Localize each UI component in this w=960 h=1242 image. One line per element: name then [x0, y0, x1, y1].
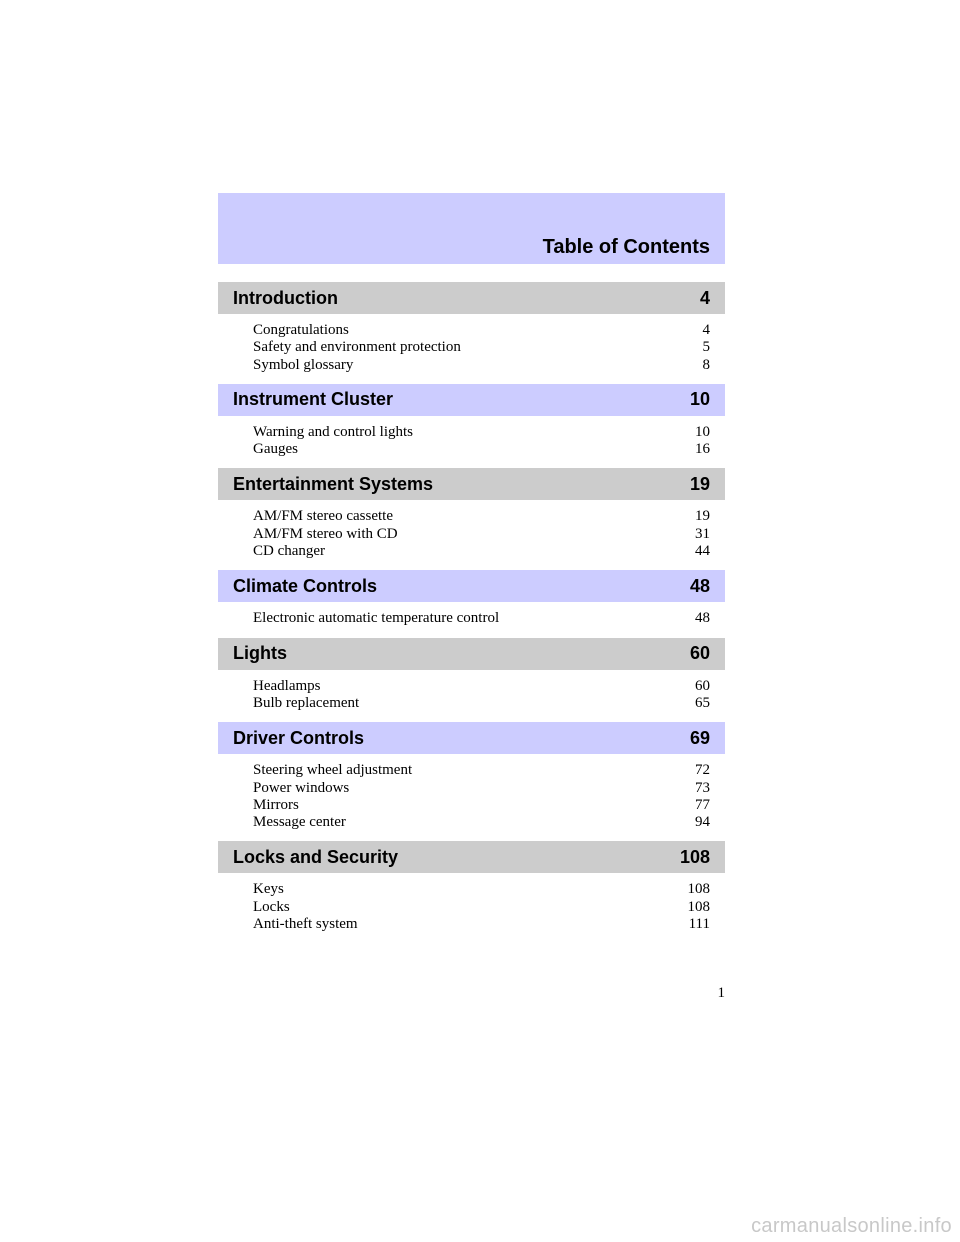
section-header[interactable] — [218, 638, 725, 670]
entry-page: 94 — [695, 814, 710, 831]
entry-page: 16 — [695, 441, 710, 458]
table-of-contents — [218, 282, 725, 943]
section-title: Entertainment Systems — [233, 473, 434, 494]
watermark: carmanualsonline.info — [751, 1215, 952, 1237]
entry-label: Anti-theft system — [253, 916, 358, 933]
entry-label: AM/FM stereo with CD — [253, 525, 398, 542]
section-header[interactable] — [218, 570, 725, 602]
section-page: 108 — [679, 846, 710, 867]
toc-entry[interactable] — [253, 526, 710, 543]
section-page: 48 — [689, 575, 710, 596]
entry-label: Bulb replacement — [253, 694, 360, 711]
toc-entry[interactable] — [253, 339, 710, 356]
section-title: Driver Controls — [233, 727, 365, 748]
entry-page: 19 — [695, 508, 710, 525]
entry-page: 44 — [695, 543, 710, 560]
toc-entry[interactable] — [253, 543, 710, 560]
toc-entry[interactable] — [253, 780, 710, 797]
toc-entry[interactable] — [253, 695, 710, 712]
section-title: Climate Controls — [233, 575, 378, 596]
section-entries — [218, 500, 725, 570]
section-page: 19 — [689, 473, 710, 494]
entry-label: Symbol glossary — [253, 356, 354, 373]
section-entries — [218, 670, 725, 723]
page-title: Table of Contents — [542, 236, 710, 258]
entry-page: 31 — [695, 525, 710, 542]
toc-entry[interactable] — [253, 322, 710, 339]
entry-page: 73 — [695, 779, 710, 796]
section-entries — [218, 602, 725, 637]
entry-page: 5 — [702, 339, 710, 356]
entry-label: Congratulations — [253, 322, 349, 338]
entry-label: Warning and control lights — [253, 423, 414, 440]
section-page: 10 — [689, 389, 710, 410]
page-number: 1 — [717, 985, 725, 1001]
section-header[interactable] — [218, 468, 725, 500]
toc-entry[interactable] — [253, 797, 710, 814]
toc-entry[interactable] — [253, 814, 710, 831]
toc-entry[interactable] — [253, 610, 710, 627]
entry-page: 48 — [695, 610, 710, 627]
toc-entry[interactable] — [253, 441, 710, 458]
toc-entry[interactable] — [253, 424, 710, 441]
entry-label: Headlamps — [253, 677, 321, 694]
entry-label: Mirrors — [253, 796, 299, 813]
section-entries — [218, 416, 725, 469]
section-entries — [218, 314, 725, 384]
section-page: 4 — [699, 287, 710, 308]
section-header[interactable] — [218, 282, 725, 314]
entry-page: 108 — [687, 898, 710, 915]
section-title: Locks and Security — [233, 846, 399, 867]
entry-label: Locks — [253, 898, 290, 915]
entry-label: AM/FM stereo cassette — [253, 508, 393, 525]
section-header[interactable] — [218, 722, 725, 754]
entry-label: Electronic automatic temperature control — [253, 610, 500, 627]
toc-entry[interactable] — [253, 899, 710, 916]
section-entries — [218, 754, 725, 841]
entry-label: CD changer — [253, 543, 326, 560]
section-title: Instrument Cluster — [233, 389, 394, 410]
toc-entry[interactable] — [253, 357, 710, 374]
entry-label: Power windows — [253, 779, 350, 796]
title-band — [218, 193, 725, 264]
toc-entry[interactable] — [253, 916, 710, 933]
section-title: Lights — [233, 643, 287, 664]
entry-page: 60 — [695, 677, 710, 694]
entry-page: 77 — [695, 796, 710, 813]
entry-page: 10 — [695, 423, 710, 440]
section-page: 60 — [689, 643, 710, 664]
entry-label: Steering wheel adjustment — [253, 762, 413, 779]
entry-label: Safety and environment protection — [253, 339, 461, 356]
entry-label: Keys — [253, 881, 284, 898]
toc-entry[interactable] — [253, 762, 710, 779]
entry-page: 72 — [695, 762, 710, 779]
section-entries — [218, 873, 725, 943]
entry-page: 8 — [702, 356, 710, 373]
entry-label: Gauges — [253, 441, 298, 458]
entry-label: Message center — [253, 814, 346, 831]
section-header[interactable] — [218, 841, 725, 873]
section-page: 69 — [689, 727, 710, 748]
toc-entry[interactable] — [253, 508, 710, 525]
toc-entry[interactable] — [253, 881, 710, 898]
entry-page: 65 — [695, 694, 710, 711]
section-header[interactable] — [218, 384, 725, 416]
toc-entry[interactable] — [253, 678, 710, 695]
section-title: Introduction — [233, 287, 338, 308]
entry-page: 111 — [688, 916, 710, 933]
entry-page: 108 — [687, 881, 710, 898]
entry-page: 4 — [702, 322, 710, 338]
